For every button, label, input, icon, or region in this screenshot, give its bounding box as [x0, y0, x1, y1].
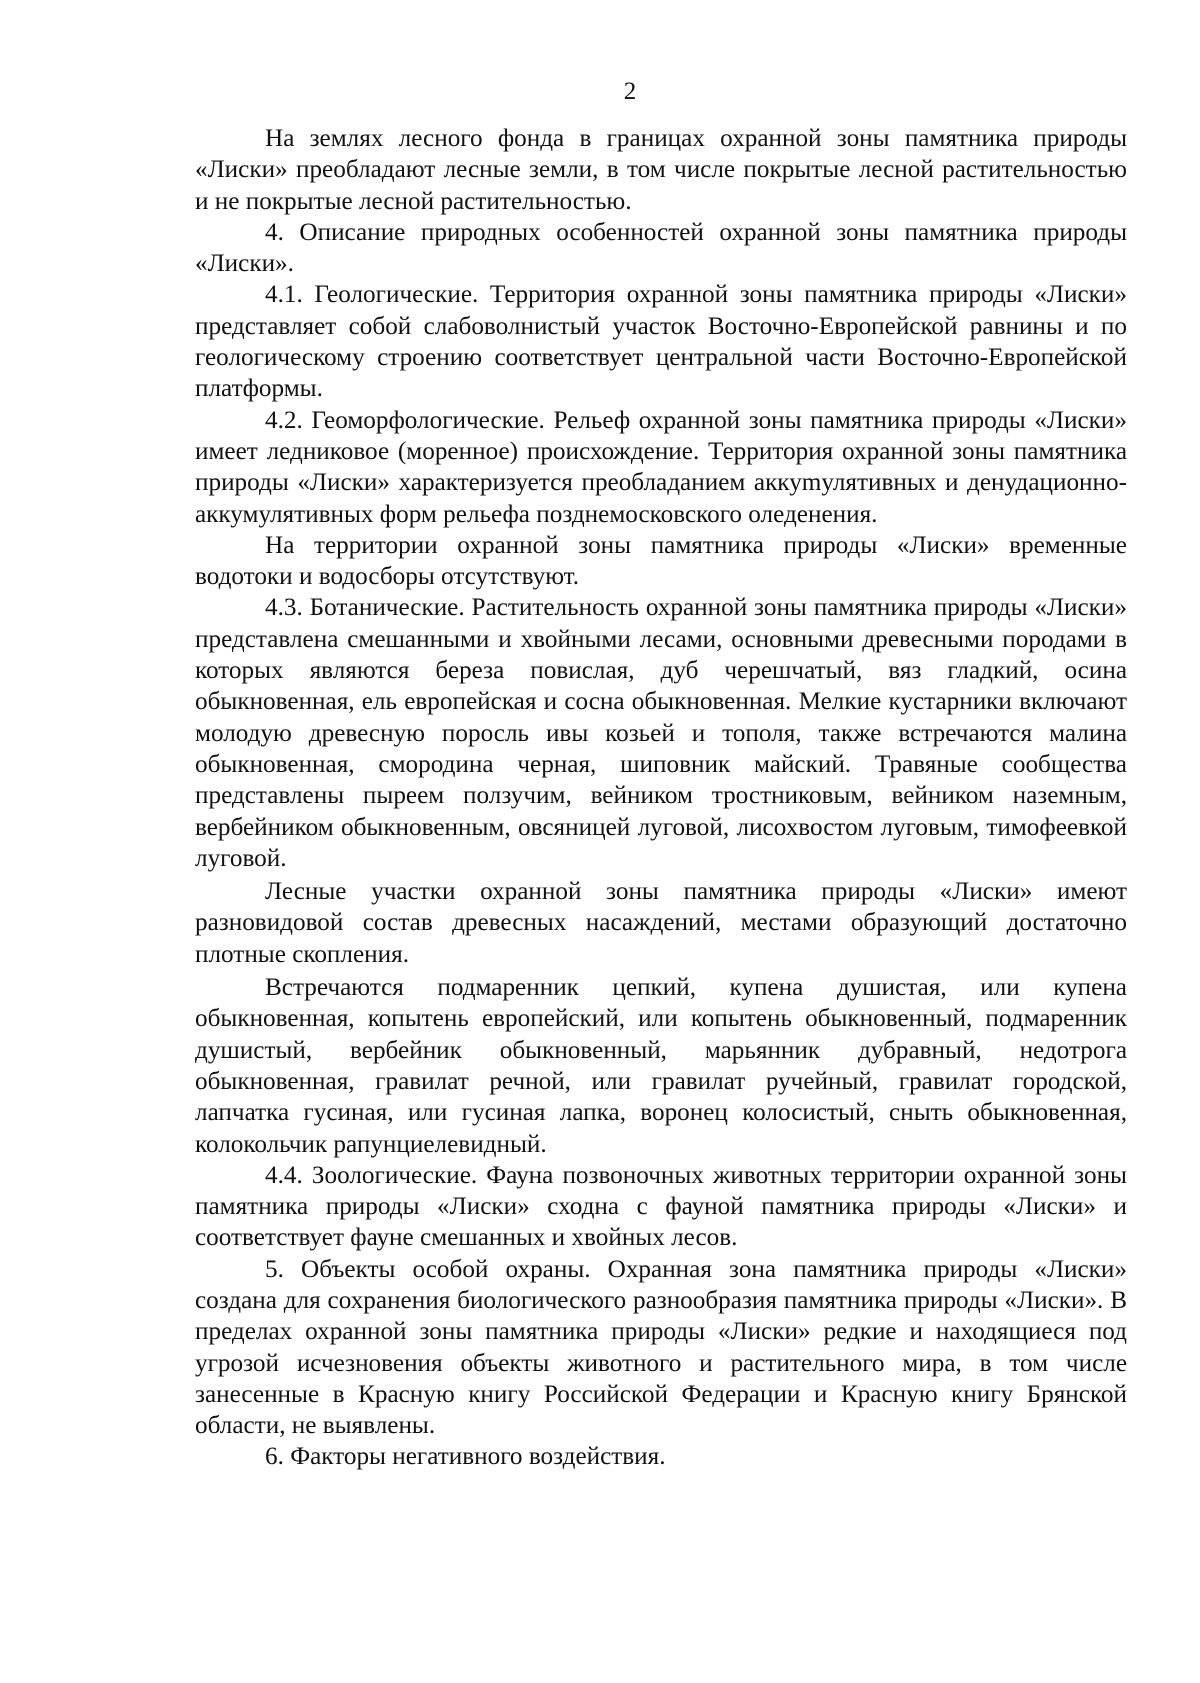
paragraph-section-4-2-geomorphology: 4.2. Геоморфологические. Рельеф охранной зоны памятника природы «Лиски» имеет ледниковое (моренное) происхождение. Территория охранной зоны памятника природы «Лиски» характеризуется преобладанием аккуmулятивных и денудационно-аккумулятивных форм рельефа позднемосковского оледенения.: [195, 406, 1127, 528]
paragraph-section-4-4-zoology: 4.4. Зоологические. Фауна позвоночных животных территории охранной зоны памятника природы «Лиски» сходна с фауной памятника природы «Лиски» и соответствует фауне смешанных и хвойных лесов.: [195, 1161, 1127, 1252]
paragraph-watercourses: На территории охранной зоны памятника природы «Лиски» временные водотоки и водосборы отсутствуют.: [195, 531, 1127, 591]
page-number: 2: [623, 78, 637, 105]
document-body: [195, 123, 1127, 1473]
paragraph-section-5-protected-objects: 5. Объекты особой охраны. Охранная зона памятника природы «Лиски» создана для сохранения биологического разнообразия памятника природы «Лиски». В пределах охранной зоны памятника природы «Лиски» редкие и находящиеся под угрозой исчезновения объекты животного и растительного мира, в том числе занесенные в Красную книгу Российской Федерации и Красную книгу Брянской области, не выявлены.: [195, 1255, 1127, 1440]
paragraph-forest-plots: Лесные участки охранной зоны памятника природы «Лиски» имеют разновидовой состав древесных насаждений, местами образующий достаточно плотные скопления.: [195, 878, 1127, 968]
paragraph-section-4-heading: 4. Описание природных особенностей охранной зоны памятника природы «Лиски».: [195, 218, 1127, 278]
paragraph-herb-species: Встречаются подмаренник цепкий, купена душистая, или купена обыкновенная, копытень европейский, или копытень обыкновенный, подмаренник душистый, вербейник обыкновенный, марьянник дубравный, недотрога обыкновенная, гравилат речной, или гравилат ручейный, гравилат городской, лапчатка гусиная, или гусиная лапка, воронец колосистый, сныть обыкновенная, колокольчик рапунциелевидный.: [195, 974, 1127, 1158]
paragraph-section-4-3-botany: 4.3. Ботанические. Растительность охранной зоны памятника природы «Лиски» представлена смешанными и хвойными лесами, основными древесными породами в которых являются береза повислая, дуб черешчатый, вяз гладкий, осина обыкновенная, ель европейская и сосна обыкновенная. Мелкие кустарники включают молодую древесную поросль ивы козьей и тополя, также встречаются малина обыкновенная, смородина черная, шиповник майский. Травяные сообщества представлены пыреем ползучим, вейником тростниковым, вейником наземным, вербейником обыкновенным, овсяницей луговой, лисохвостом луговым, тимофеевкой луговой.: [195, 594, 1127, 872]
paragraph-section-6-heading: 6. Факторы негативного воздействия.: [265, 1443, 666, 1471]
paragraph-forest-lands: На землях лесного фонда в границах охранной зоны памятника природы «Лиски» преобладают лесные земли, в том числе покрытые лесной растительностью и не покрытые лесной растительностью.: [195, 125, 1127, 215]
paragraph-section-4-1-geology: 4.1. Геологические. Территория охранной зоны памятника природы «Лиски» представляет собой слабоволнистый участок Восточно-Европейской равнины и по геологическому строению соответствует центральной части Восточно-Европейской платформы.: [195, 281, 1127, 403]
